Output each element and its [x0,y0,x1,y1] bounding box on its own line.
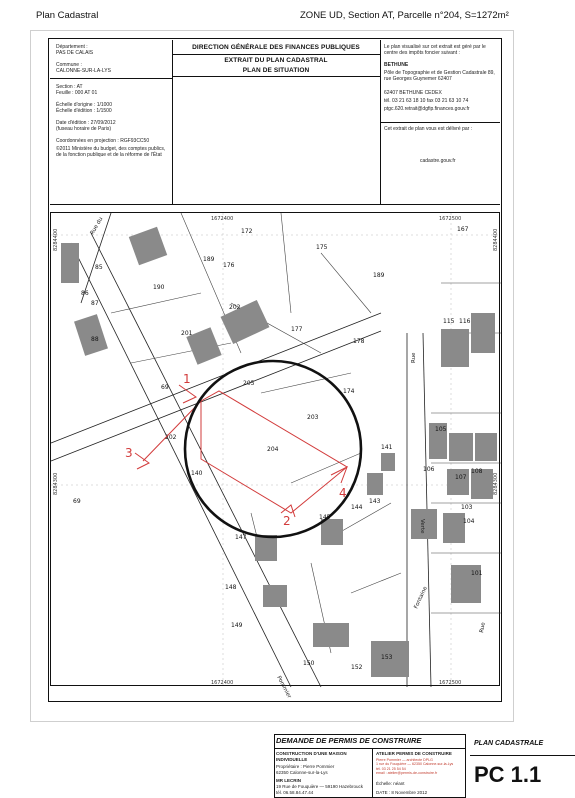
parcel-150: 150 [303,660,315,667]
parcel-149: 149 [231,622,243,629]
parcel-108: 108 [471,468,483,475]
parcel-106: 106 [423,466,435,473]
parcel-86: 86 [81,290,89,297]
cartouche-middle [172,40,381,204]
parcel-153: 153 [381,654,393,661]
plan-type: PLAN CADASTRALE [474,740,544,747]
parcel-147: 147 [235,534,247,541]
coord-left-bottom: 8284300 [53,472,59,495]
cadastre-site: cadastre.gouv.fr [420,158,456,164]
atelier-title: ATELIER PERMIS DE CONSTRUIRE [376,751,452,756]
marker-3: 3 [125,446,133,460]
road-lines [51,213,431,687]
parcel-205: 205 [243,380,255,387]
coord-bottom-left: 1672400 [211,680,234,686]
subject-parcel [135,385,347,517]
sheet-code: PC 1.1 [474,762,542,787]
marker-4: 4 [339,486,347,500]
street-rue-2: Rue [479,622,487,634]
parcel-105: 105 [435,426,447,433]
owner-line2: 62350 Calonne-sur-la-Lys [276,770,328,775]
coord-bottom-right: 1672500 [439,680,462,686]
parcel-203: 203 [307,414,319,421]
parcel-172: 172 [241,228,253,235]
cartouche-bottom-rule [50,204,500,205]
marker-2: 2 [283,514,291,528]
owner-line1: Propriétaire : Pierre Pommier [276,764,335,769]
cartouche-right [380,40,500,204]
parcel-189b: 189 [373,272,385,279]
centre-address: 62407 BETHUNE CEDEX [384,90,442,96]
coord-top-left: 1672400 [211,216,234,222]
parcel-145: 145 [319,514,331,521]
fuseau: (fuseau horaire de Paris) [56,126,112,132]
delivre-par: Cet extrait de plan vous est délivré par : [384,126,473,132]
subject-markers [125,372,347,528]
parcel-116: 116 [459,318,471,325]
atelier-lines: Pierre Pommier — architecte DPLG 1 rue du Fouquière — 62350 Calonne-sur-la-Lys tél. 03 21 25 54 54 email : atelier@permis-de-construire.fr [376,758,454,776]
parcel-87: 87 [91,300,99,307]
parcel-85: 85 [95,264,103,271]
mr-address: 19 Rue de Fouquière — 59190 Hazebrouck [276,784,364,789]
parcel-88: 88 [91,336,99,343]
parcel-101: 101 [471,570,483,577]
street-fontaine: Fontaine [413,585,429,610]
commune-value: CALONNE-SUR-LA-LYS [56,68,111,74]
coord-right-bottom: 8284300 [493,472,499,495]
cartouche-left [50,40,173,204]
coord-left-top: 8284400 [53,228,59,251]
coord-top-right: 1672500 [439,216,462,222]
parcel-175: 175 [316,244,328,251]
parcel-107: 107 [455,474,467,481]
mr-name: MR LECRIN [276,778,301,783]
feuille-value: Feuille : 000 AT 01 [56,90,98,96]
parcel-69a: 69 [161,384,169,391]
mr-tel: tél. 06.58.84.47.44 [276,790,314,795]
parcel-69b: 69 [73,498,81,505]
parcel-189a: 189 [203,256,215,263]
page-title-right: ZONE UD, Section AT, Parcelle n°204, S=1272m² [300,10,509,21]
demande-title: DEMANDE DE PERMIS DE CONSTRUIRE [276,736,422,745]
copyright: ©2011 Ministère du budget, des comptes publics, de la fonction publique et de la réforme de l'État [56,146,166,158]
marker-1: 1 [183,372,191,386]
centre-phone: tél. 03 21 63 18 10 fax 03 21 63 10 74 [384,98,469,104]
extrait-title: EXTRAIT DU PLAN CADASTRAL [224,57,328,64]
parcel-202b: 202 [165,434,177,441]
parcel-104: 104 [463,518,475,525]
coord-right-top: 8284400 [493,228,499,251]
section-value: Section : AT [56,84,83,90]
cadastral-map [50,212,500,700]
date: DATE : 8 Novembre 2012 [376,790,428,795]
parcel-148: 148 [225,584,237,591]
centre-email: ptgc.620.retrait@dgfip.finances.gouv.fr [384,106,470,112]
parcel-141: 141 [381,444,393,451]
commune-label: Commune : [56,62,82,68]
parcel-201: 201 [181,330,193,337]
street-pommier: Pommier [275,675,292,700]
parcel-143: 143 [369,498,381,505]
centre-office: BETHUNE [384,62,409,68]
parcel-152: 152 [351,664,363,671]
parcel-177: 177 [291,326,303,333]
coordonnees: Coordonnées en projection : RGF93CC50 [56,138,150,144]
departement-label: Département : [56,44,88,50]
parcel-167: 167 [457,226,469,233]
departement-value: PAS DE CALAIS [56,50,94,56]
echelle-edition: Échelle d'édition : 1/1500 [56,108,112,114]
construction-label: CONSTRUCTION D'UNE MAISON INDIVIDUELLE [276,751,347,762]
direction-title: DIRECTION GÉNÉRALE DES FINANCES PUBLIQUES [192,44,360,51]
parcel-176: 176 [223,262,235,269]
centre-intro: Le plan visualisé sur cet extrait est géré par le centre des impôts foncier suivant : [384,44,486,56]
street-verte: Verte [419,519,425,534]
street-rue-du: Rue du [89,216,105,236]
parcel-140: 140 [191,470,203,477]
parcel-178: 178 [353,338,365,345]
parcel-103: 103 [461,504,473,511]
date-edition: Date d'édition : 27/09/2012 [56,120,116,126]
parcel-144: 144 [351,504,363,511]
page-title-left: Plan Cadastral [36,10,99,21]
street-labels [90,216,487,700]
parcel-174: 174 [343,388,355,395]
plan-situation-title: PLAN DE SITUATION [242,67,310,74]
parcel-204: 204 [267,446,279,453]
echelle: Échelle: néant [376,781,405,786]
street-rue: Rue [411,352,417,363]
parcel-202a: 202 [229,304,241,311]
centre-pole: Pôle de Topographie et de Gestion Cadastrale 89, rue Georges Guynemer 62407 [384,70,495,82]
map-svg [51,213,501,700]
parcel-190: 190 [153,284,165,291]
parcel-115: 115 [443,318,455,325]
echelle-origine: Échelle d'origine : 1/1000 [56,102,112,108]
